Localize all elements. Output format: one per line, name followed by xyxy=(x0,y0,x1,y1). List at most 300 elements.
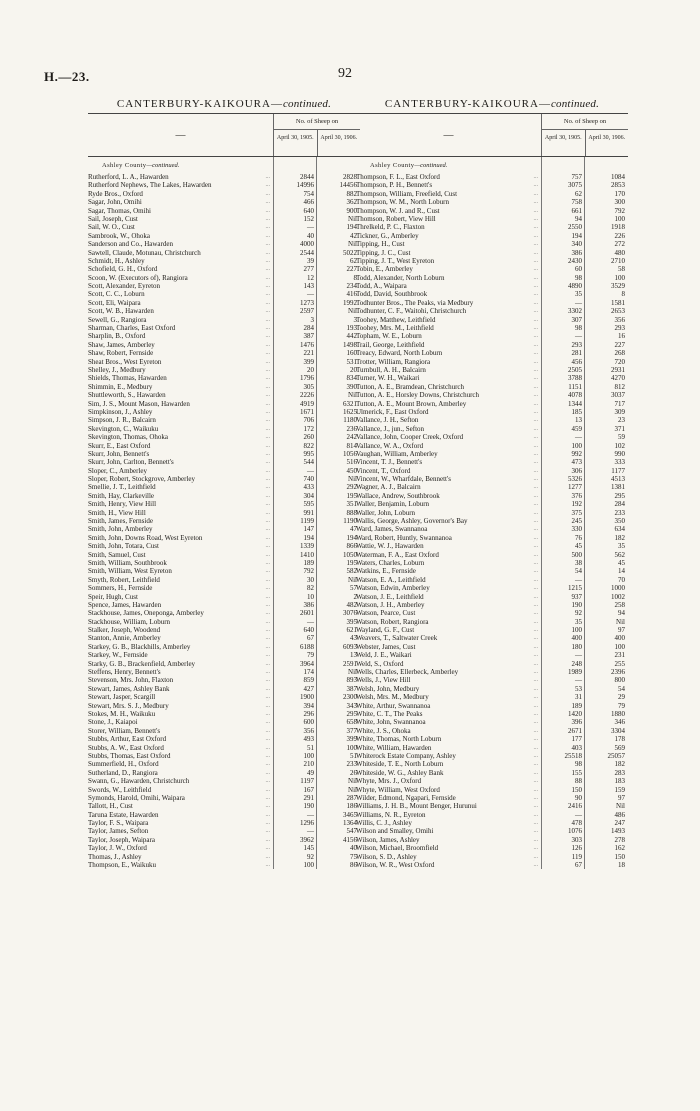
owner-name-text: Williams, N. R., Eyreton xyxy=(356,810,426,819)
owner-name xyxy=(356,693,542,701)
table-row xyxy=(88,416,360,424)
owner-name xyxy=(356,601,542,609)
owner-name-text: White, J. S., Ohoka xyxy=(356,726,411,735)
owner-name-text: Tutton, A. E., Bramdean, Christchurch xyxy=(356,382,465,391)
sheep-1906: 800 xyxy=(614,676,625,685)
table-title: CANTERBURY-KAIKOURA—continued. xyxy=(116,98,332,110)
owner-name-text: Shaw, Robert, Fernside xyxy=(88,349,154,358)
owner-name xyxy=(356,802,542,810)
owner-name xyxy=(88,467,274,475)
sheep-1905: 260 xyxy=(303,433,314,442)
sheep-1905: 754 xyxy=(303,189,314,198)
leader-dots: ... xyxy=(533,358,538,365)
table-row xyxy=(356,702,628,710)
sheep-1905: 306 xyxy=(571,466,582,475)
owner-name xyxy=(356,660,542,668)
sheep-1906: 100 xyxy=(614,642,625,651)
leader-dots: ... xyxy=(265,551,270,558)
table-row xyxy=(88,207,360,215)
table-row xyxy=(88,836,360,844)
sheep-1906: 3529 xyxy=(611,282,625,291)
owner-name-text: Scoon, W. (Executors of), Rangiora xyxy=(88,273,188,282)
sheep-1906: 834 xyxy=(346,374,357,383)
owner-name-text: Waterman, F. A., East Oxford xyxy=(356,550,439,559)
leader-dots: ... xyxy=(265,786,270,793)
owner-name-text: Ward, Robert, Huntly, Swannanoa xyxy=(356,533,452,542)
table-row xyxy=(356,316,628,324)
leader-dots: ... xyxy=(533,694,538,701)
sheep-1905: 296 xyxy=(303,710,314,718)
leader-dots: ... xyxy=(265,601,270,608)
leader-dots: ... xyxy=(265,803,270,810)
owner-name xyxy=(356,618,542,626)
sheep-1905: 185 xyxy=(571,407,582,416)
owner-name-text: Tutton, A. E., Horsley Downs, Christchurch xyxy=(356,391,480,400)
table-row xyxy=(356,752,628,760)
table-row xyxy=(356,358,628,366)
owner-name xyxy=(356,173,542,181)
sheep-1905: 119 xyxy=(571,852,582,861)
owner-name-text: Starkey, W., Fernside xyxy=(88,651,148,660)
name-column-header: — xyxy=(356,114,542,156)
leader-dots: ... xyxy=(533,476,538,483)
table-row xyxy=(88,626,360,634)
leader-dots: ... xyxy=(265,769,270,776)
owner-name-text: Watson, Edwin, Amberley xyxy=(356,584,430,593)
owner-name-text: Swords, W., Leithfield xyxy=(88,785,152,794)
leader-dots: ... xyxy=(265,694,270,701)
sheep-1906: 300 xyxy=(614,198,625,207)
owner-name-text: Shaw, James, Amberley xyxy=(88,340,155,349)
owner-name-text: Thompson, E., Waikuku xyxy=(88,861,156,870)
owner-name xyxy=(88,249,274,257)
table-row xyxy=(88,265,360,273)
sheep-1905: 100 xyxy=(303,751,314,760)
table-row xyxy=(88,744,360,752)
sheep-1906: 42 xyxy=(350,231,357,240)
sheep-1906: 1918 xyxy=(611,223,625,232)
owner-name-text: Waters, Charles, Loburn xyxy=(356,558,425,567)
owner-name-text: Todhunter Bros., The Peaks, via Medbury xyxy=(356,298,474,307)
sheep-1905: 284 xyxy=(303,324,314,333)
owner-name xyxy=(356,416,542,424)
sheep-1906: 20 xyxy=(350,365,357,374)
owner-name-text: Sharman, Charles, East Oxford xyxy=(88,324,176,333)
owner-name-text: Scott, C. C., Loburn xyxy=(88,290,145,299)
owner-name-text: Wilson, W. R., West Oxford xyxy=(356,861,435,870)
owner-name xyxy=(356,240,542,248)
table-row xyxy=(88,769,360,777)
owner-name xyxy=(88,777,274,785)
sheep-1906: 2 xyxy=(353,592,357,601)
sheep-1905: 459 xyxy=(571,424,582,433)
sheep-1906: 70 xyxy=(618,575,625,584)
leader-dots: ... xyxy=(265,241,270,248)
table-row xyxy=(356,794,628,802)
leader-dots: ... xyxy=(265,392,270,399)
table-row xyxy=(88,735,360,743)
owner-name-text: Watkins, E., Fernside xyxy=(356,567,416,576)
owner-name-text: Shields, Thomas, Hawarden xyxy=(88,374,167,383)
sheep-1906: 100 xyxy=(614,273,625,282)
table-row xyxy=(356,324,628,332)
owner-name xyxy=(356,534,542,542)
owner-name-text: Sommers, H., Fernside xyxy=(88,584,153,593)
leader-dots: ... xyxy=(265,761,270,768)
owner-name xyxy=(356,668,542,676)
owner-name xyxy=(88,811,274,819)
sheep-1905: 13 xyxy=(575,416,582,425)
leader-dots: ... xyxy=(265,325,270,332)
owner-name xyxy=(88,668,274,676)
sheep-1905: 20 xyxy=(307,365,314,374)
sheep-1905: 94 xyxy=(575,214,582,223)
sheep-1905: 189 xyxy=(571,701,582,710)
sheep-1906: 516 xyxy=(346,458,357,467)
sheep-1906: 720 xyxy=(614,357,625,366)
table-row xyxy=(356,257,628,265)
owner-name-text: Webster, James, Cust xyxy=(356,642,416,651)
table-row xyxy=(88,693,360,701)
leader-dots: ... xyxy=(265,459,270,466)
leader-dots: ... xyxy=(265,249,270,256)
sheep-1905: 1197 xyxy=(300,777,314,786)
sheep-1906: 893 xyxy=(346,676,357,685)
owner-name-text: Thompson, William, Freefield, Cust xyxy=(356,189,458,198)
owner-name-text: Wells, J., View Hill xyxy=(356,676,411,685)
sheep-1906: 247 xyxy=(614,819,625,828)
table-row xyxy=(356,391,628,399)
owner-name-text: Stanton, Annie, Amberley xyxy=(88,634,161,643)
county-heading: Ashley County—continued. xyxy=(370,162,448,169)
table-row xyxy=(88,517,360,525)
leader-dots: ... xyxy=(533,685,538,692)
sheep-1905: 62 xyxy=(575,189,582,198)
sheep-1906: Nil xyxy=(348,307,357,316)
leader-dots: ... xyxy=(533,635,538,642)
sheep-1906: 486 xyxy=(614,810,625,819)
sheep-1905: 661 xyxy=(571,206,582,215)
sheep-1906: 346 xyxy=(614,718,625,727)
sheep-1906: 343 xyxy=(346,701,357,710)
leader-dots: ... xyxy=(533,375,538,382)
owner-name-text: Tobin, E., Amberley xyxy=(356,265,413,274)
table-row xyxy=(356,475,628,483)
owner-name-text: Skurr, E., East Oxford xyxy=(88,441,151,450)
leader-dots: ... xyxy=(533,308,538,315)
owner-name xyxy=(88,551,274,559)
owner-name-text: Taylor, J. W., Oxford xyxy=(88,844,147,853)
sheep-1905: 1796 xyxy=(300,374,314,383)
table-row xyxy=(356,710,628,718)
sheep-1906: Nil xyxy=(616,802,625,811)
leader-dots: ... xyxy=(533,585,538,592)
owner-name-text: Thompson, W. M., North Loburn xyxy=(356,198,449,207)
sheep-1906: 3304 xyxy=(611,726,625,735)
owner-name-text: Sharplin, B., Oxford xyxy=(88,332,146,341)
sheep-1906: 18 xyxy=(618,861,625,870)
table-row xyxy=(356,458,628,466)
leader-dots: ... xyxy=(533,862,538,869)
leader-dots: ... xyxy=(533,727,538,734)
table-row xyxy=(356,861,628,869)
owner-name-text: Stubbs, A. W., East Oxford xyxy=(88,743,164,752)
owner-name-text: Spence, James, Hawarden xyxy=(88,600,162,609)
table-row xyxy=(356,207,628,215)
sheep-1906: 990 xyxy=(614,449,625,458)
table-row xyxy=(356,584,628,592)
leader-dots: ... xyxy=(533,593,538,600)
owner-name xyxy=(88,232,274,240)
sheep-1905: 152 xyxy=(303,214,314,223)
owner-name xyxy=(88,274,274,282)
sheep-1905: 45 xyxy=(575,542,582,551)
owner-name-text: White, Thomas, North Loburn xyxy=(356,735,442,744)
leader-dots: ... xyxy=(265,232,270,239)
leader-dots: ... xyxy=(265,207,270,214)
name-column-header: — xyxy=(88,114,274,156)
owner-name-text: Taylor, F. S., Waipara xyxy=(88,819,149,828)
sheep-1906: Nil xyxy=(348,475,357,484)
owner-name xyxy=(88,366,274,374)
owner-name xyxy=(88,181,274,189)
sheep-1905: 1277 xyxy=(568,483,582,492)
table-row xyxy=(356,819,628,827)
leader-dots: ... xyxy=(265,366,270,373)
leader-dots: ... xyxy=(265,836,270,843)
owner-name xyxy=(88,299,274,307)
owner-name xyxy=(88,483,274,491)
sheep-1906: 3076 xyxy=(343,609,357,618)
leader-dots: ... xyxy=(533,761,538,768)
sheep-1906: 5022 xyxy=(343,248,357,257)
table-row xyxy=(88,274,360,282)
sheep-1905: 466 xyxy=(303,198,314,207)
sheep-1905: 1420 xyxy=(568,710,582,718)
owner-name-text: Stackhouse, William, Loburn xyxy=(88,617,171,626)
leader-dots: ... xyxy=(265,266,270,273)
leader-dots: ... xyxy=(265,719,270,726)
owner-name-text: Tickner, G., Amberley xyxy=(356,231,419,240)
table-row xyxy=(356,442,628,450)
table-row xyxy=(88,802,360,810)
table-row xyxy=(88,534,360,542)
owner-name xyxy=(356,433,542,441)
leader-dots: ... xyxy=(533,341,538,348)
owner-name xyxy=(356,458,542,466)
sheep-1905: 88 xyxy=(575,777,582,786)
leader-dots: ... xyxy=(265,685,270,692)
owner-name-text: Weld, S., Oxford xyxy=(356,659,404,668)
sheep-1905: — xyxy=(307,223,314,232)
owner-name xyxy=(88,685,274,693)
table-row xyxy=(356,593,628,601)
owner-name-text: Shimmin, E., Medbury xyxy=(88,382,153,391)
table-row xyxy=(88,232,360,240)
leader-dots: ... xyxy=(265,408,270,415)
owner-name xyxy=(88,827,274,835)
owner-name xyxy=(356,676,542,684)
sheep-1905: 822 xyxy=(303,441,314,450)
sheep-1905: 155 xyxy=(571,768,582,777)
sheep-1905: 757 xyxy=(571,173,582,181)
owner-name-text: Treacy, Edward, North Loburn xyxy=(356,349,443,358)
owner-name-text: Ryde Bros., Oxford xyxy=(88,189,143,198)
table-row xyxy=(88,425,360,433)
sheep-1905: 1410 xyxy=(300,550,314,559)
sheep-1906: 43 xyxy=(350,634,357,643)
sheep-1906: 1880 xyxy=(611,710,625,718)
sheep-1905: 3788 xyxy=(568,374,582,383)
table-row xyxy=(88,400,360,408)
sheep-1906: 1498 xyxy=(343,340,357,349)
leader-dots: ... xyxy=(533,660,538,667)
sheep-1905: 304 xyxy=(303,491,314,500)
table-row xyxy=(356,366,628,374)
owner-name xyxy=(356,827,542,835)
owner-name xyxy=(356,584,542,592)
owner-name-text: Smith, Henry, View Hill xyxy=(88,500,157,509)
owner-name-text: Wattie, W. J., Hawarden xyxy=(356,542,424,551)
owner-name xyxy=(356,366,542,374)
leader-dots: ... xyxy=(533,442,538,449)
table-row xyxy=(356,668,628,676)
sheep-1905: 35 xyxy=(575,617,582,626)
table-body xyxy=(88,157,360,869)
leader-dots: ... xyxy=(265,341,270,348)
sheep-1905: — xyxy=(575,433,582,442)
owner-name-text: Wallis, George, Ashley, Governor's Bay xyxy=(356,517,468,526)
leader-dots: ... xyxy=(533,669,538,676)
owner-name xyxy=(88,517,274,525)
sheep-1905: 67 xyxy=(307,634,314,643)
sheep-1905: 375 xyxy=(571,508,582,517)
owner-name-text: Starkey, G. B., Blackhills, Amberley xyxy=(88,642,191,651)
sheep-1905: 92 xyxy=(575,609,582,618)
sheep-1905: 10 xyxy=(307,592,314,601)
owner-name xyxy=(356,593,542,601)
sheep-1906: 272 xyxy=(614,240,625,249)
owner-name-text: Whiterock Estate Company, Ashley xyxy=(356,751,456,760)
leader-dots: ... xyxy=(533,559,538,566)
sheep-1906: 1381 xyxy=(611,483,625,492)
leader-dots: ... xyxy=(533,241,538,248)
sheep-1906: 658 xyxy=(346,718,357,727)
leader-dots: ... xyxy=(265,794,270,801)
leader-dots: ... xyxy=(533,551,538,558)
table-row xyxy=(88,408,360,416)
owner-name-text: Williams, J. H. B., Mount Benger, Hurunui xyxy=(356,802,477,811)
owner-name-text: Sagar, Thomas, Omihi xyxy=(88,206,151,215)
sheep-1905: 210 xyxy=(303,760,314,769)
owner-name xyxy=(88,559,274,567)
owner-name xyxy=(356,307,542,315)
owner-name xyxy=(356,265,542,273)
owner-name xyxy=(88,584,274,592)
table-row xyxy=(88,844,360,852)
table-row xyxy=(88,567,360,575)
sheep-1906: 13 xyxy=(350,651,357,660)
sheep-1906: 51 xyxy=(350,751,357,760)
sheep-1906: 284 xyxy=(614,500,625,509)
sheep-1905: 1199 xyxy=(300,517,314,526)
owner-name-text: Whyte, Mrs. J., Oxford xyxy=(356,777,422,786)
leader-dots: ... xyxy=(533,794,538,801)
sheep-1905: — xyxy=(307,810,314,819)
table-row xyxy=(356,634,628,642)
owner-name-text: Smith, Hay, Clarkeville xyxy=(88,491,155,500)
leader-dots: ... xyxy=(265,174,270,180)
owner-name-text: Smith, John, Amberley xyxy=(88,525,153,534)
leader-dots: ... xyxy=(533,719,538,726)
sheep-1905: 1076 xyxy=(568,827,582,836)
table-row xyxy=(356,274,628,282)
table-row xyxy=(356,416,628,424)
table-row xyxy=(88,316,360,324)
table-row xyxy=(88,634,360,642)
sheep-1906: 14456 xyxy=(339,181,357,190)
leader-dots: ... xyxy=(265,274,270,281)
leader-dots: ... xyxy=(265,316,270,323)
sheep-1905: 433 xyxy=(303,483,314,492)
owner-name-text: Sim, J. S., Mount Mason, Hawarden xyxy=(88,399,190,408)
owner-name-text: Sloper, Robert, Stockgrove, Amberley xyxy=(88,475,196,484)
leader-dots: ... xyxy=(265,778,270,785)
leader-dots: ... xyxy=(265,467,270,474)
sheep-1906: 866 xyxy=(346,542,357,551)
leader-dots: ... xyxy=(533,820,538,827)
leader-dots: ... xyxy=(533,576,538,583)
table-row xyxy=(88,240,360,248)
sheep-1906: 194 xyxy=(346,223,357,232)
owner-name-text: Wayland, G. F., Cust xyxy=(356,626,415,635)
sheep-1905: 293 xyxy=(571,340,582,349)
owner-name-text: Speir, Hugh, Cust xyxy=(88,592,138,601)
leader-dots: ... xyxy=(265,568,270,575)
leader-dots: ... xyxy=(533,786,538,793)
sheep-1906: 234 xyxy=(346,282,357,291)
owner-name xyxy=(88,609,274,617)
table-row xyxy=(88,702,360,710)
owner-name-text: Tipping, J. C., Cust xyxy=(356,248,411,257)
county-heading: Ashley County—continued. xyxy=(102,162,180,169)
table-row xyxy=(88,576,360,584)
sheep-1906: 3 xyxy=(353,315,357,324)
owner-name-text: Ward, James, Swannanoa xyxy=(356,525,428,534)
sheep-1905: 1151 xyxy=(568,382,582,391)
owner-name-text: Scott, W. B., Hawarden xyxy=(88,307,154,316)
sheep-1906: 569 xyxy=(614,743,625,752)
sheep-1906: 97 xyxy=(618,793,625,802)
sheep-1905: 3 xyxy=(310,315,314,324)
owner-name xyxy=(356,223,542,231)
sheep-1905: 35 xyxy=(575,290,582,299)
sheep-1905: 100 xyxy=(571,441,582,450)
owner-name-text: Whiteside, T. E., North Loburn xyxy=(356,760,444,769)
leader-dots: ... xyxy=(533,316,538,323)
sheep-1905: 51 xyxy=(307,743,314,752)
owner-name-text: Smith, Samuel, Cust xyxy=(88,550,146,559)
owner-name xyxy=(356,844,542,852)
leader-dots: ... xyxy=(533,484,538,491)
sheep-1906: 4156 xyxy=(343,835,357,844)
leader-dots: ... xyxy=(265,425,270,432)
sheep-1905: 3075 xyxy=(568,181,582,190)
owner-name-text: Storer, William, Bennett's xyxy=(88,726,161,735)
sheep-1905: 330 xyxy=(571,525,582,534)
sheep-1905: 38 xyxy=(575,558,582,567)
sheep-1906: 2300 xyxy=(343,693,357,702)
